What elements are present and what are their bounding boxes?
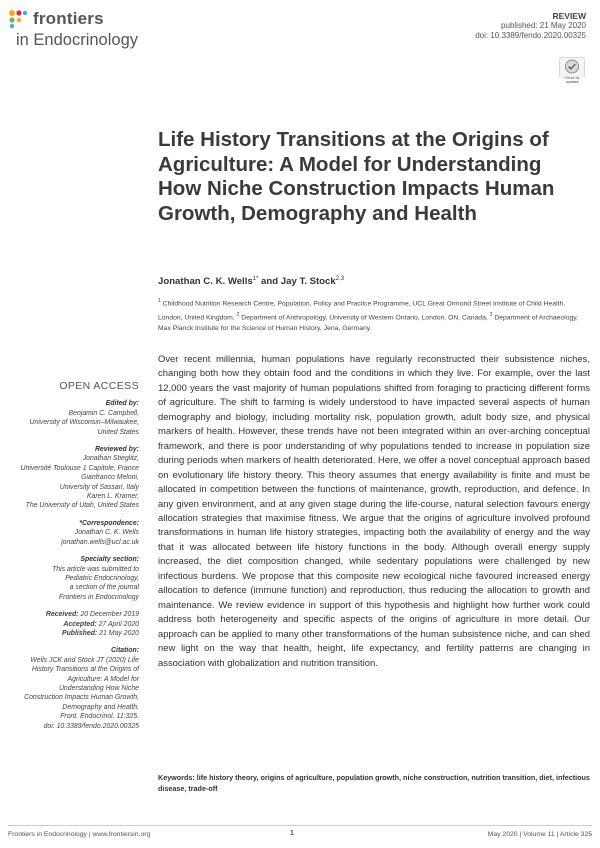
reviewer-line: Gianfranco Meloni, — [81, 474, 139, 482]
date-value: 20 December 2019 — [80, 611, 139, 619]
date-label: Published: — [62, 629, 98, 637]
affil-marker: 1 — [158, 298, 161, 304]
section-heading: Reviewed by: — [94, 446, 139, 454]
date-accepted — [0, 620, 139, 629]
editor-line: United States — [97, 428, 139, 436]
author-affil-marker: 1* — [252, 276, 259, 282]
citation-section — [0, 646, 139, 731]
journal-brand: frontiers — [33, 9, 104, 28]
open-access-label: OPEN ACCESS — [59, 380, 139, 392]
date-value: 27 April 2020 — [98, 620, 139, 628]
check-for-updates-button[interactable] — [559, 57, 585, 89]
correspondent-name: Jonathan C. K. Wells — [74, 529, 139, 537]
specialty-line: This article was submitted to — [52, 565, 139, 573]
specialty-line: Frontiers in Endocrinology — [58, 593, 139, 601]
citation-line[interactable]: doi: 10.3389/fendo.2020.00325 — [43, 722, 139, 730]
reviewed-by-section — [0, 445, 139, 511]
reviewer-line: Université Toulouse 1 Capitole, France — [20, 464, 139, 472]
citation-line: Front. Endocrinol. 11:325. — [60, 713, 139, 721]
specialty-line: Pediatric Endocrinology, — [65, 574, 139, 582]
check-for-updates-badge-icon — [559, 57, 585, 77]
article-info-sidebar — [0, 382, 139, 739]
citation-line: Agriculture: A Model for — [67, 675, 139, 683]
check-updates-label: Check for updates — [564, 76, 580, 84]
correspondence-section — [0, 519, 139, 547]
page-number: 1 — [290, 830, 294, 837]
affiliation: Department of Anthropology, University of Western Ontario, London, ON, Canada, — [241, 314, 488, 322]
affil-marker: 2 — [236, 311, 240, 318]
correspondent-email-link[interactable]: jonathan.wells@ucl.ac.uk — [61, 538, 139, 546]
frontiers-dots-logo-icon — [8, 9, 28, 29]
authors-joiner: and — [258, 276, 281, 288]
affiliation: Department of Archaeology, Max Planck Institute for the Science of Human History, Jena, Germany — [158, 314, 579, 332]
doi-link[interactable]: doi: 10.3389/fendo.2020.00325 — [475, 31, 586, 40]
section-heading: *Correspondence: — [79, 519, 139, 527]
article-type: REVIEW — [552, 11, 586, 21]
editor-line: Benjamin C. Campbell, — [68, 409, 139, 417]
author-name[interactable]: Jonathan C. K. Wells — [158, 276, 253, 288]
dates-section — [0, 610, 139, 638]
citation-line: Demography and Health. — [62, 703, 139, 711]
date-published — [0, 629, 139, 638]
journal-logo[interactable] — [8, 7, 208, 51]
affiliations — [158, 296, 588, 334]
reviewer-line: University of Sassari, Italy — [59, 483, 139, 491]
article-meta — [475, 11, 586, 41]
date-received — [0, 610, 139, 619]
author-name[interactable]: Jay T. Stock — [280, 276, 336, 288]
article-title: Life History Transitions at the Origins of Agriculture: A Model for Understanding How Niche Construction Impacts Human Growth, Demography and Health — [158, 128, 555, 225]
keywords: Keywords: life history theory, origins of agriculture, population growth, niche construction, nutrition transition, diet, infectious disease, trade-off — [158, 773, 590, 793]
abstract: Over recent millennia, human populations have regularly reconstructed their subsistence niches, changing both how they obtain food and the conditions in which they live. For example, over the last 12,000 years the vast majority of human populations shifted from foraging to practicing different forms of agriculture. The shift to farming is widely understood to have impacted several aspects of human demography and biology, including mortality risk, population growth, adult body size, and physical markers of health. However, these trends have not been integrated within an over-arching conceptual framework, and there is poor understanding of why populations tended to increase in population size during periods when markers of health deteriorated. Here, we offer a novel conceptual approach based on evolutionary life history theory. This theory assumes that energy availability is finite and must be allocated in competition between the functions of maintenance, growth, reproduction, and defence. In any given environment, and at any given stage during the life-course, natural selection favours energy allocation strategies that maximise fitness. We argue that the origins of agriculture involved profound transformations in human life history strategies, impacting both the availability of energy and the way that it was allocated between life history functions in the body. Although overall energy supply increased, the diet composition changed, while sedentary populations were challenged by new infectious burdens. We propose that this composite new ecological niche favoured increased energy allocation to defence (immune function) and reproduction, thus reducing the allocation to growth and maintenance. We review evidence in support of this hypothesis and highlight how further work could address both heterogeneity and specific aspects of the origins of agriculture in more detail. Our approach can be applied to many other transformations of the human subsistence niche, and can shed new light on the way that health, height, life expectancy, and fertility patterns are changing in association with globalization and nutrition transition. — [158, 354, 590, 669]
citation-line: Wells JCK and Stock JT (2020) Life — [30, 656, 139, 664]
footer-issue-info: May 2020 | Volume 11 | Article 325 — [487, 831, 592, 838]
citation-line: History Transitions at the Origins of — [31, 666, 139, 674]
reviewer-line: The University of Utah, United States — [25, 502, 139, 510]
date-value: 21 May 2020 — [99, 629, 139, 637]
reviewer-line: Jonathan Stieglitz, — [82, 455, 139, 463]
published-date: published: 21 May 2020 — [501, 21, 586, 30]
specialty-section — [0, 555, 139, 602]
author-list — [158, 276, 344, 287]
date-label: Accepted: — [63, 620, 97, 628]
section-heading: Citation: — [111, 647, 139, 655]
affil-marker: 3 — [489, 311, 493, 318]
edited-by-section — [0, 399, 139, 437]
citation-line: Construction Impacts Human Growth, — [24, 694, 139, 702]
section-heading: Edited by: — [105, 400, 139, 408]
section-heading: Specialty section: — [80, 556, 139, 564]
specialty-line: a section of the journal — [69, 584, 139, 592]
reviewer-line: Karen L. Kramer, — [86, 493, 139, 501]
citation-line: Understanding How Niche — [58, 684, 139, 692]
date-label: Received: — [45, 611, 79, 619]
affiliation: Childhood Nutrition Research Centre, Population, Policy and Practice Programme, UCL Great Ormond Street Institute of Child Health, London, United Kingdom, — [158, 300, 566, 322]
journal-name: in Endocrinology — [16, 31, 138, 49]
editor-line: University of Wisconsin–Milwaukee, — [29, 419, 139, 427]
footer-journal-link[interactable]: Frontiers in Endocrinology | www.frontiersin.org — [8, 831, 151, 838]
author-affil-marker: 2,3 — [335, 276, 345, 282]
footer-divider — [8, 825, 592, 826]
